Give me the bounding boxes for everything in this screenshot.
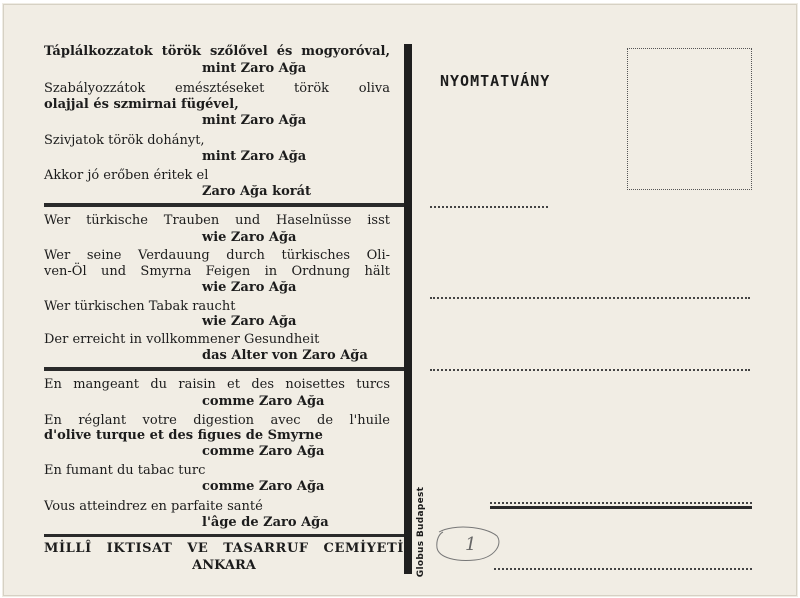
- address-line: [494, 568, 752, 570]
- society-name: MİLLÎ IKTISAT VE TASARRUF CEMİYETİ: [44, 541, 404, 556]
- printer-imprint: [414, 486, 428, 578]
- section-divider: [44, 203, 404, 207]
- section-divider: [44, 367, 404, 371]
- section-divider: [44, 534, 404, 537]
- center-divider-bar: [404, 44, 412, 574]
- de-line-3: Wer seine Verdauung durch türkisches Oli-: [44, 248, 390, 263]
- fr-line-5: comme Zaro Ağa: [202, 444, 325, 459]
- publisher-footer: [44, 540, 404, 574]
- de-line-9: das Alter von Zaro Ağa: [202, 348, 368, 363]
- printer-label: Globus Budapest: [416, 486, 426, 578]
- hu-line-2: mint Zaro Ağa: [202, 61, 307, 76]
- fr-line-8: Vous atteindrez en parfaite santé: [44, 499, 263, 514]
- de-line-4: ven-Öl und Smyrna Feigen in Ordnung hält: [44, 264, 390, 279]
- de-line-6: Wer türkischen Tabak raucht: [44, 299, 236, 314]
- stamp-box: [627, 48, 752, 190]
- fr-line-4: d'olive turque et des figues de Smyrne: [44, 428, 323, 443]
- fr-line-6: En fumant du tabac turc: [44, 463, 206, 478]
- de-line-2: wie Zaro Ağa: [202, 230, 297, 245]
- hu-line-8: Akkor jó erőben éritek el: [44, 168, 209, 183]
- address-line: [430, 297, 750, 299]
- hu-line-1: Táplálkozzatok török szőlővel és mogyoróval,: [44, 44, 390, 59]
- hu-line-3: Szabályozzátok emésztéseket török oliva: [44, 81, 390, 96]
- hu-line-9: Zaro Ağa korát: [202, 184, 312, 199]
- hu-line-4: olajjal és szmirnai fügével,: [44, 97, 239, 112]
- fr-line-7: comme Zaro Ağa: [202, 479, 325, 494]
- fr-line-9: l'âge de Zaro Ağa: [202, 515, 329, 530]
- address-line: [430, 206, 548, 208]
- hu-line-6: Szivjatok török dohányt,: [44, 133, 205, 148]
- de-line-8: Der erreicht in vollkommener Gesundheit: [44, 332, 320, 347]
- address-line: [430, 369, 750, 371]
- pencil-mark: [433, 522, 503, 564]
- de-line-7: wie Zaro Ağa: [202, 314, 297, 329]
- hu-line-5: mint Zaro Ağa: [202, 113, 307, 128]
- city-name: ANKARA: [192, 558, 256, 573]
- address-line: [490, 502, 752, 504]
- printed-matter-heading: NYOMTATVÁNY: [440, 72, 551, 90]
- fr-line-2: comme Zaro Ağa: [202, 394, 325, 409]
- de-line-5: wie Zaro Ağa: [202, 280, 297, 295]
- address-underline: [490, 506, 752, 509]
- fr-line-1: En mangeant du raisin et des noisettes turcs: [44, 377, 390, 392]
- de-line-1: Wer türkische Trauben und Haselnüsse isst: [44, 213, 390, 228]
- pencil-mark-text: 1: [465, 534, 477, 555]
- hu-line-7: mint Zaro Ağa: [202, 149, 307, 164]
- fr-line-3: En réglant votre digestion avec de l'huile: [44, 413, 390, 428]
